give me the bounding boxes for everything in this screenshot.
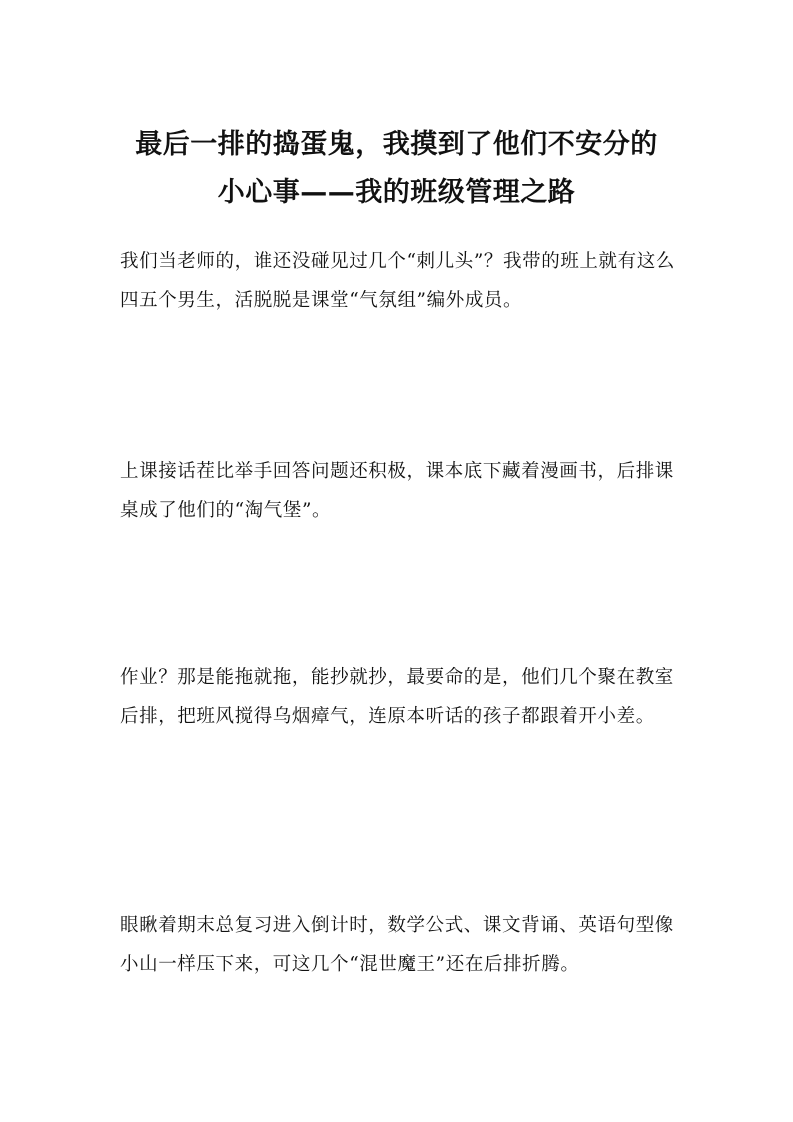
paragraph-4: 眼瞅着期末总复习进入倒计时，数学公式、课文背诵、英语句型像小山一样压下来，可这几个“混世魔王”还在后排折腾。 <box>120 915 674 975</box>
paragraph-2: 上课接话茬比举手回答问题还积极，课本底下藏着漫画书，后排课桌成了他们的“淘气堡”。 <box>120 461 674 521</box>
paragraph-1: 我们当老师的，谁还没碰见过几个“刺儿头”？我带的班上就有这么四五个男生，活脱脱是课堂“气氛组”编外成员。 <box>120 251 675 311</box>
document-title-line-1: 最后一排的捣蛋鬼，我摸到了他们不安分的 <box>135 129 658 160</box>
document-title-line-2: 小心事——我的班级管理之路 <box>217 177 576 208</box>
paragraph-3: 作业？那是能拖就拖，能抄就抄，最要命的是，他们几个聚在教室后排，把班风搅得乌烟瘴气，连原本听话的孩子都跟着开小差。 <box>120 667 674 727</box>
